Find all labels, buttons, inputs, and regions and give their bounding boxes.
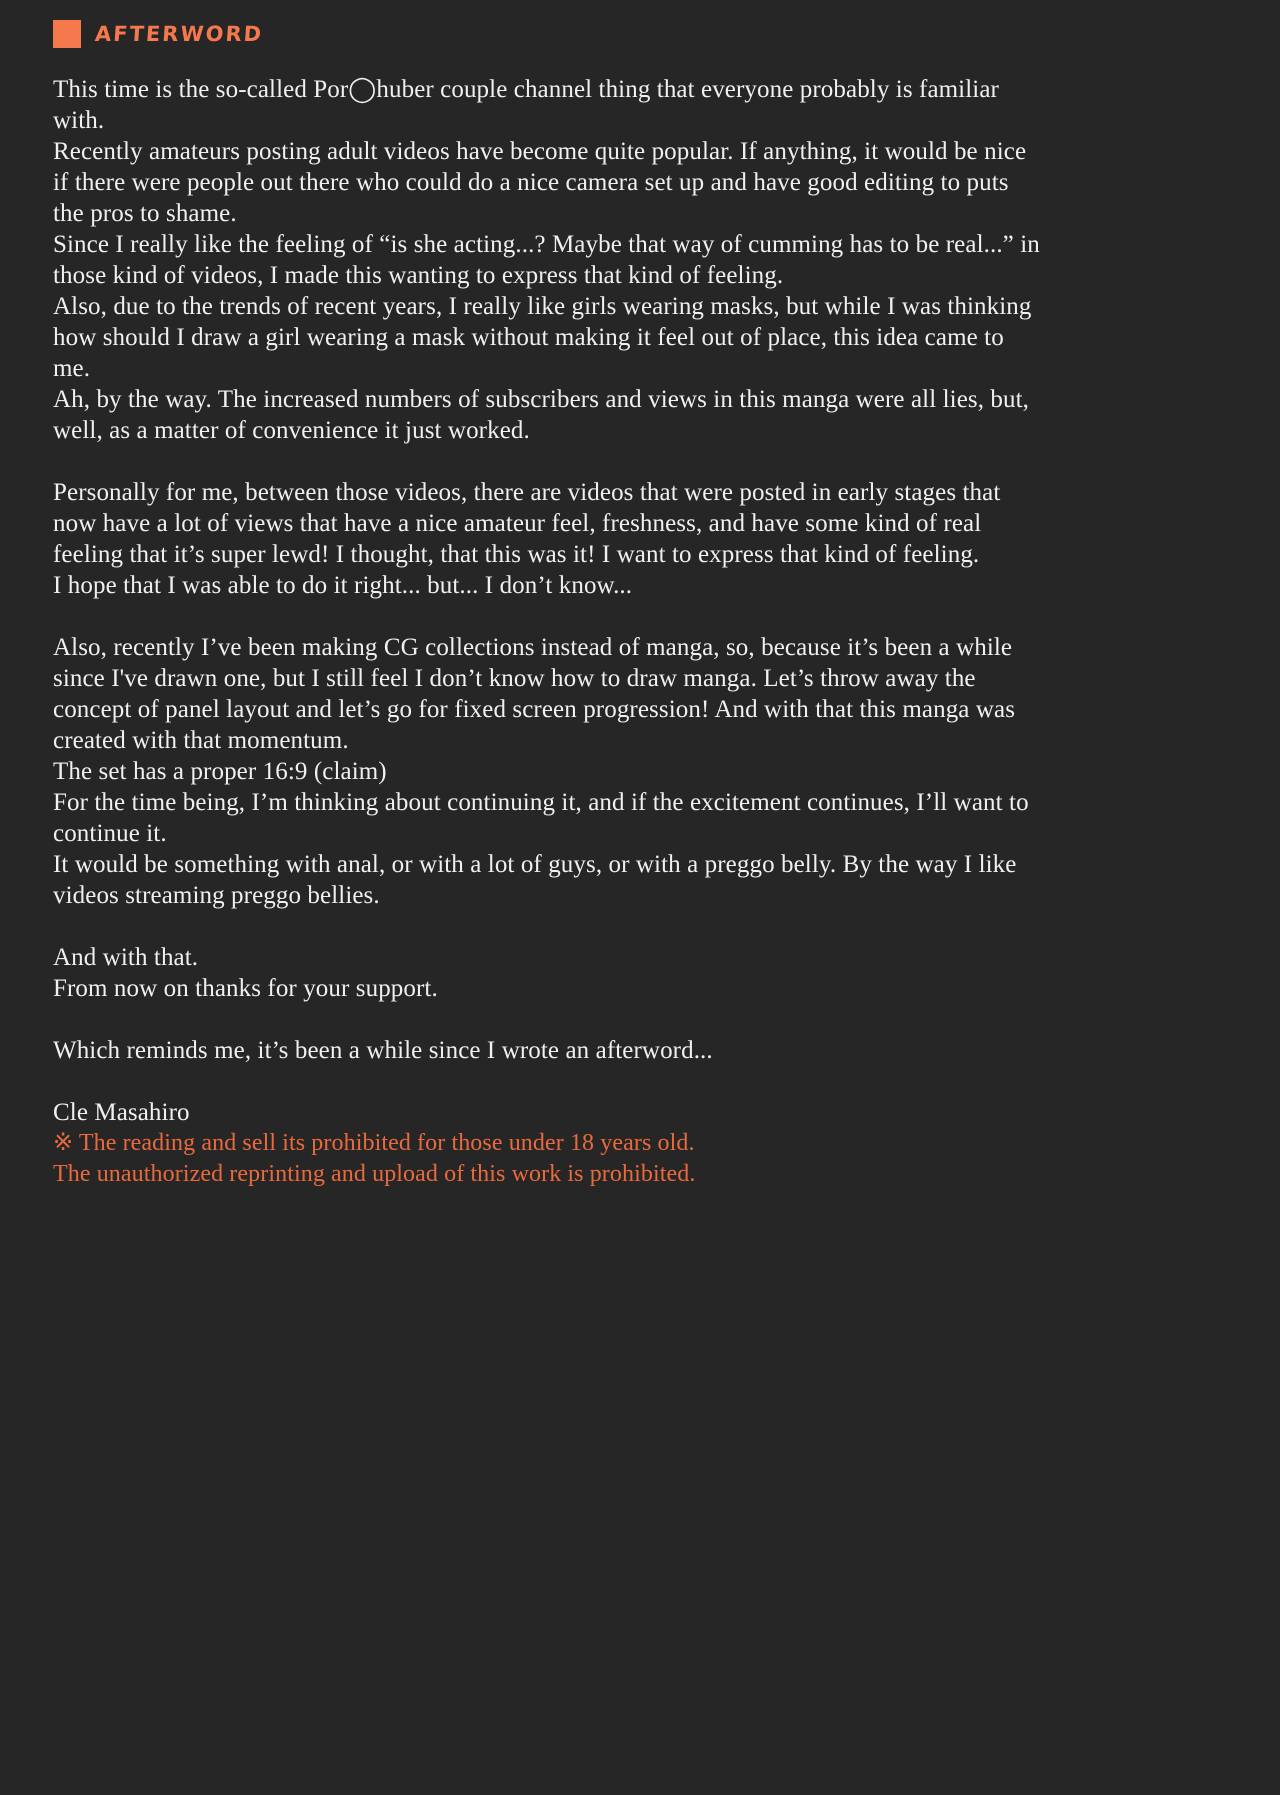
paragraph-line: The set has a proper 16:9 (claim): [53, 758, 387, 785]
paragraph-line: Also, due to the trends of recent years, I really like girls wearing masks, but while I was thinking how should I draw a girl wearing a mask without making it feel out of place, this idea came to me.: [53, 293, 1032, 382]
paragraph-line: This time is the so-called Por◯huber couple channel thing that everyone probably is familiar with.: [53, 76, 999, 134]
afterword-body: [53, 74, 1041, 1066]
paragraph-line: Recently amateurs posting adult videos have become quite popular. If anything, it would be nice if there were people out there who could do a nice camera set up and have good editing to puts the pros to shame.: [53, 138, 1027, 227]
paragraph-line: Personally for me, between those videos, there are videos that were posted in early stages that now have a lot of views that have a nice amateur feel, freshness, and have some kind of real feeling that it’s super lewd! I thought, that this was it! I want to express that kind of feeling.: [53, 479, 1001, 568]
orange-square-icon: [53, 20, 81, 48]
page-title: AFTERWORD: [94, 22, 264, 46]
paragraph-line: I hope that I was able to do it right... but... I don’t know...: [53, 572, 633, 599]
paragraph-block: [53, 477, 1041, 601]
paragraph-line: It would be something with anal, or with a lot of guys, or with a preggo belly. By the way I like videos streaming preggo bellies.: [53, 851, 1017, 909]
paragraph-block: [53, 1035, 1041, 1066]
paragraph-line: Also, recently I’ve been making CG collections instead of manga, so, because it’s been a while since I've drawn one, but I still feel I don’t know how to draw manga. Let’s throw away the concept of panel layout and let’s go for fixed screen progression! And with that this manga was created with that momentum.: [53, 634, 1016, 754]
paragraph-line: From now on thanks for your support.: [53, 975, 438, 1002]
age-restriction-notice: [53, 1128, 1041, 1190]
notice-line-2: The unauthorized reprinting and upload of this work is prohibited.: [53, 1161, 696, 1187]
signature-block: [53, 1097, 1041, 1128]
paragraph-line: Since I really like the feeling of “is she acting...? Maybe that way of cumming has to be real...” in those kind of videos, I made this wanting to express that kind of feeling.: [53, 231, 1040, 289]
paragraph-block: [53, 74, 1041, 446]
afterword-header: [53, 20, 263, 48]
afterword-content: [53, 74, 1041, 1190]
paragraph-line: Which reminds me, it’s been a while since I wrote an afterword...: [53, 1037, 713, 1064]
author-signature: Cle Masahiro: [53, 1099, 190, 1126]
notice-line-1: ※ The reading and sell its prohibited for those under 18 years old.: [53, 1130, 695, 1156]
paragraph-block: [53, 632, 1041, 911]
paragraph-block: [53, 942, 1041, 1004]
paragraph-line: For the time being, I’m thinking about continuing it, and if the excitement continues, I’ll want to continue it.: [53, 789, 1029, 847]
paragraph-line: And with that.: [53, 944, 199, 971]
paragraph-line: Ah, by the way. The increased numbers of subscribers and views in this manga were all lies, but, well, as a matter of convenience it just worked.: [53, 386, 1030, 444]
